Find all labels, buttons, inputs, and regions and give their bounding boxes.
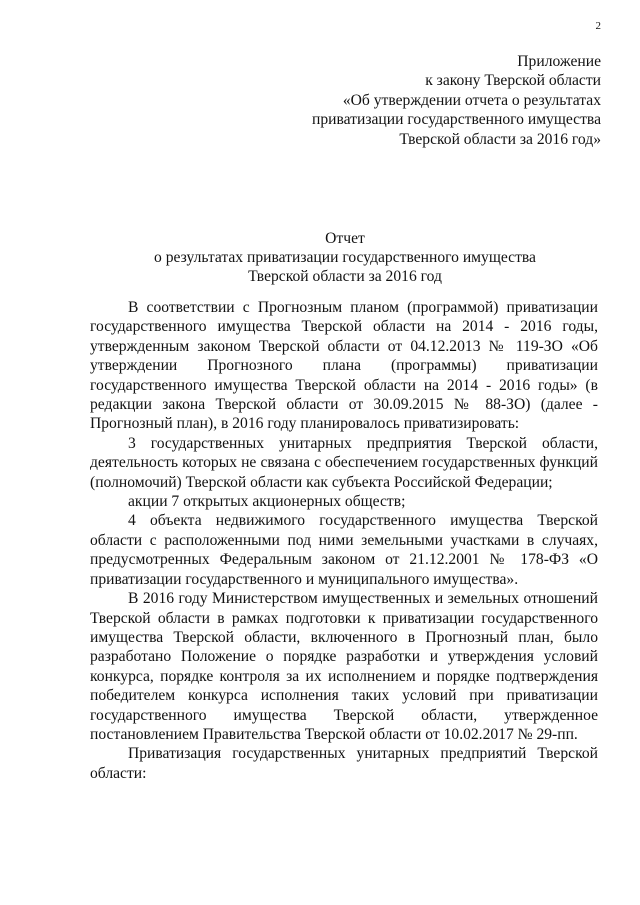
appendix-line: приватизации государственного имущества — [312, 111, 601, 129]
title-line: о результатах приватизации государственного имущества — [154, 249, 536, 267]
body-paragraph: В соответствии с Прогнозным планом (программой) приватизации государственного имущества Тверской области на 2014 - 2016 годы, утвержденным законом Тверской области от 04.12.2013 № 119-ЗО «Об утверждении Прогнозного плана (программы) приватизации государственного имущества Тверской области на 2014 - 2016 годы» (в редакции закона Тверской области от 30.09.2015 № 88-ЗО) (далее - Прогнозный план), в 2016 году планировалось приватизировать: — [90, 299, 598, 433]
appendix-line: «Об утверждении отчета о результатах — [342, 91, 601, 109]
report-title — [90, 229, 600, 287]
report-body — [90, 298, 598, 783]
appendix-header — [241, 52, 601, 149]
body-paragraph: В 2016 году Министерством имущественных и земельных отношений Тверской области в рамках подготовки к приватизации государственного имущества Тверской области, включенного в Прогнозный план, было разработано Положение о порядке разработки и утверждения условий конкурса, порядке контроля за их исполнением и порядке подтверждения победителем конкурса исполнения таких условий при приватизации государственного имущества Тверской области, утвержденное постановлением Правительства Тверской области от 10.02.2017 № 29-пп. — [90, 590, 598, 743]
page-number: 2 — [595, 20, 601, 32]
appendix-line: к закону Тверской области — [425, 72, 601, 90]
appendix-line: Приложение — [517, 53, 601, 70]
appendix-line: Тверской области за 2016 год» — [399, 130, 601, 148]
body-paragraph: Приватизация государственных унитарных предприятий Тверской области: — [90, 745, 598, 782]
body-paragraph: 4 объекта недвижимого государственного имущества Тверской области с расположенными под ними земельными участками в случаях, предусмотренных Федеральным законом от 21.12.2001 № 178-ФЗ «О приватизации государственного и муниципального имущества». — [90, 512, 598, 588]
body-paragraph: 3 государственных унитарных предприятия Тверской области, деятельность которых не связана с обеспечением государственных функций (полномочий) Тверской области как субъекта Российской Федерации; — [90, 434, 598, 491]
body-paragraph: акции 7 открытых акционерных обществ; — [128, 493, 406, 511]
title-line: Отчет — [325, 230, 365, 247]
title-line: Тверской области за 2016 год — [248, 268, 442, 286]
